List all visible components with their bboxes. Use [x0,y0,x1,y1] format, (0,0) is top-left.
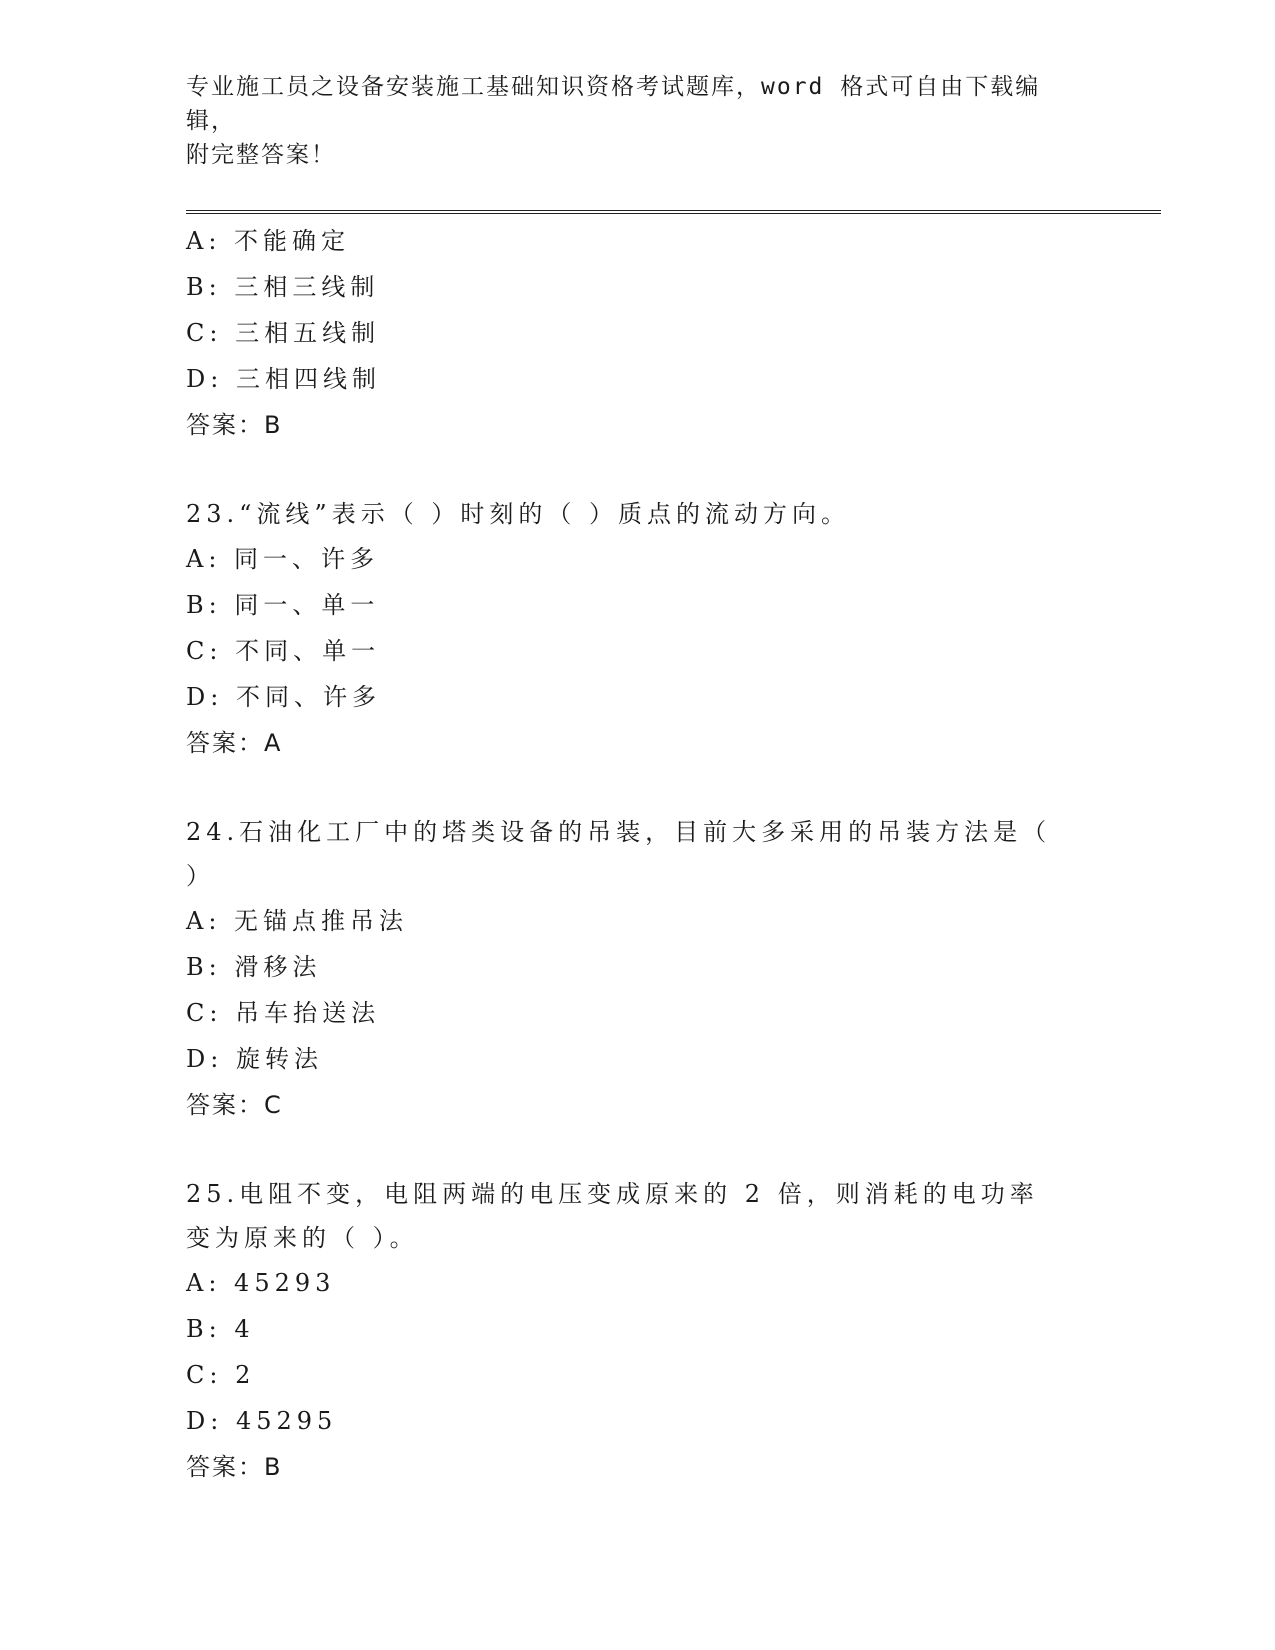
answer-line: 答案：C [186,1091,283,1119]
option-b: B: 同一、单一 [186,591,380,619]
document-header [186,70,1066,172]
header-line-2: 附完整答案！ [186,142,336,168]
question-25-block [186,1172,1161,1490]
question-title: 25.电阻不变，电阻两端的电压变成原来的 2 倍，则消耗的电功率变为原来的（ ）。 [186,1180,1039,1252]
option-c: C: 三相五线制 [186,319,381,347]
option-c: C: 不同、单一 [186,637,381,665]
option-d: D: 三相四线制 [186,365,381,393]
header-line-1: 专业施工员之设备安装施工基础知识资格考试题库，word 格式可自由下载编辑， [186,74,1041,134]
option-d: D: 不同、许多 [186,683,381,711]
option-b: B: 4 [186,1315,255,1343]
question-22-block [186,218,1161,448]
option-d: D: 45295 [186,1407,338,1435]
question-24-block [186,810,1161,1128]
option-a: A: 45293 [186,1269,336,1297]
question-title: 24.石油化工厂中的塔类设备的吊装，目前大多采用的吊装方法是（ ） [186,818,1052,890]
option-c: C: 吊车抬送法 [186,999,381,1027]
option-b: B: 三相三线制 [186,273,380,301]
answer-line: 答案：B [186,1453,283,1481]
question-title: 23.“流线”表示（ ）时刻的（ ）质点的流动方向。 [186,500,850,528]
document-page [186,70,1161,1490]
option-a: A: 同一、许多 [186,545,380,573]
answer-line: 答案：B [186,411,283,439]
option-d: D: 旋转法 [186,1045,323,1073]
header-divider [186,210,1161,214]
answer-line: 答案：A [186,729,283,757]
option-a: A: 无锚点推吊法 [186,907,409,935]
question-23-block [186,492,1161,766]
option-a: A: 不能确定 [186,227,351,255]
option-b: B: 滑移法 [186,953,322,981]
option-c: C: 2 [186,1361,256,1389]
